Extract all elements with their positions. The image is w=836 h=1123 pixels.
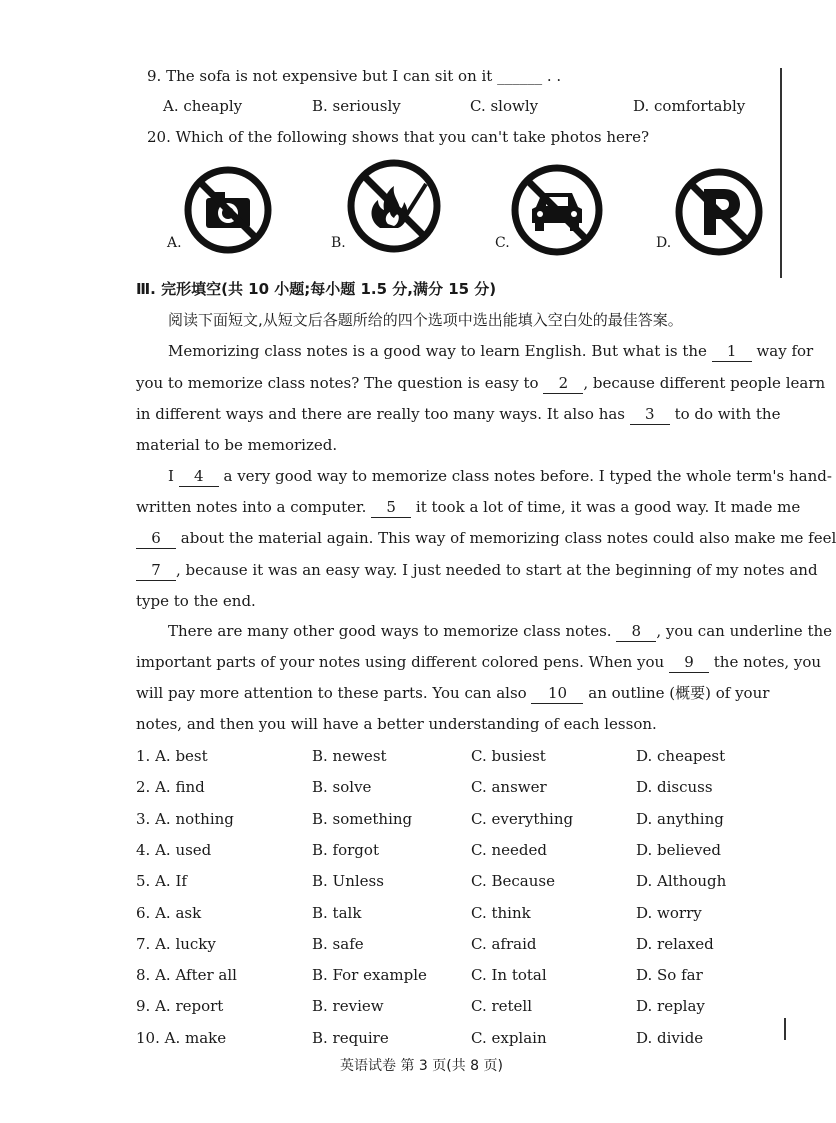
choice-4-a: 4. A. used: [136, 841, 212, 859]
passage-line: 6 about the material again. This way of memorizing class notes could also make me feel: [136, 528, 836, 549]
choice-2-a: 2. A. find: [136, 778, 205, 796]
question-20-stem: 20. Which of the following shows that you can't take photos here?: [147, 128, 650, 146]
q20-label-d: D.: [656, 235, 672, 251]
choice-3-d: D. anything: [636, 810, 724, 828]
passage-line: will pay more attention to these parts. You can also 10 an outline (概要) of your: [136, 684, 770, 702]
choice-8-a: 8. A. After all: [136, 966, 237, 984]
choice-8-d: D. So far: [636, 966, 703, 984]
choice-7-a: 7. A. lucky: [136, 935, 216, 953]
choice-4-c: C. needed: [471, 841, 547, 859]
choice-5-a: 5. A. If: [136, 872, 187, 890]
choice-10-c: C. explain: [471, 1029, 547, 1047]
choice-9-a: 9. A. report: [136, 997, 224, 1015]
passage-line: There are many other good ways to memorize class notes. 8 , you can underline the: [168, 622, 833, 640]
choice-10-a: 10. A. make: [136, 1029, 227, 1047]
blank-4: 4: [179, 466, 219, 487]
choice-2-c: C. answer: [471, 778, 547, 796]
choice-8-b: B. For example: [312, 966, 427, 984]
choice-10-d: D. divide: [636, 1029, 704, 1047]
choice-2-d: D. discuss: [636, 778, 713, 796]
choice-6-a: 6. A. ask: [136, 904, 202, 922]
choice-4-d: D. believed: [636, 841, 721, 859]
blank-2: 2: [543, 373, 583, 394]
q19-option-c: C. slowly: [470, 97, 539, 115]
choice-3-a: 3. A. nothing: [136, 810, 234, 828]
passage-line: material to be memorized.: [136, 436, 338, 454]
no-car-sign-icon: [510, 163, 604, 257]
blank-7: 7: [136, 560, 176, 581]
page-footer: 英语试卷 第 3 页(共 8 页): [340, 1058, 503, 1074]
blank-1: 1: [712, 341, 752, 362]
choice-7-d: D. relaxed: [636, 935, 714, 953]
choice-5-b: B. Unless: [312, 872, 384, 890]
no-parking-sign-icon: [674, 167, 764, 257]
blank-9: 9: [669, 652, 709, 673]
q19-option-a: A. cheaply: [163, 97, 243, 115]
choice-6-b: B. talk: [312, 904, 362, 922]
passage-line: Memorizing class notes is a good way to learn English. But what is the 1 way for: [168, 342, 814, 360]
blank-8: 8: [616, 621, 656, 642]
choice-10-b: B. require: [312, 1029, 389, 1047]
margin-line: [784, 1018, 786, 1040]
choice-6-d: D. worry: [636, 904, 702, 922]
passage-line: I 4 a very good way to memorize class notes before. I typed the whole term's hand-: [168, 467, 832, 485]
q19-option-b: B. seriously: [312, 97, 401, 115]
choice-9-d: D. replay: [636, 997, 705, 1015]
question-19-stem: 9. The sofa is not expensive but I can sit on it ______ . .: [147, 67, 562, 85]
blank-3: 3: [630, 404, 670, 425]
blank-5: 5: [371, 497, 411, 518]
choice-7-b: B. safe: [312, 935, 364, 953]
choice-9-b: B. review: [312, 997, 384, 1015]
no-fire-sign-icon: [346, 158, 442, 254]
no-camera-sign-icon: [183, 165, 273, 255]
q20-label-a: A.: [167, 235, 182, 251]
choice-1-a: 1. A. best: [136, 747, 208, 765]
passage-line: you to memorize class notes? The question is easy to 2 , because different people learn: [136, 374, 826, 392]
choice-5-c: C. Because: [471, 872, 555, 890]
section-3-title: Ⅲ. 完形填空(共 10 小题;每小题 1.5 分,满分 15 分): [136, 280, 497, 298]
choice-3-c: C. everything: [471, 810, 574, 828]
choice-1-c: C. busiest: [471, 747, 546, 765]
passage-line: written notes into a computer. 5 it took a lot of time, it was a good way. It made me: [136, 498, 801, 516]
passage-line: in different ways and there are really too many ways. It also has 3 to do with the: [136, 405, 781, 423]
section-3-instruction: 阅读下面短文,从短文后各题所给的四个选项中选出能填入空白处的最佳答案。: [168, 311, 683, 329]
q19-option-d: D. comfortably: [633, 97, 746, 115]
passage-line: 7 , because it was an easy way. I just needed to start at the beginning of my notes and: [136, 560, 818, 581]
passage-line: type to the end.: [136, 592, 256, 610]
choice-7-c: C. afraid: [471, 935, 537, 953]
margin-line: [780, 68, 782, 278]
choice-5-d: D. Although: [636, 872, 727, 890]
q20-label-c: C.: [495, 235, 510, 251]
choice-3-b: B. something: [312, 810, 413, 828]
passage-line: important parts of your notes using different colored pens. When you 9 the notes, you: [136, 653, 822, 671]
q20-label-b: B.: [331, 235, 346, 251]
choice-8-c: C. In total: [471, 966, 547, 984]
choice-1-d: D. cheapest: [636, 747, 726, 765]
choice-1-b: B. newest: [312, 747, 387, 765]
choice-6-c: C. think: [471, 904, 531, 922]
choice-4-b: B. forgot: [312, 841, 379, 859]
choice-2-b: B. solve: [312, 778, 372, 796]
blank-6: 6: [136, 528, 176, 549]
passage-line: notes, and then you will have a better understanding of each lesson.: [136, 715, 657, 733]
choice-9-c: C. retell: [471, 997, 533, 1015]
blank-10: 10: [531, 683, 583, 704]
